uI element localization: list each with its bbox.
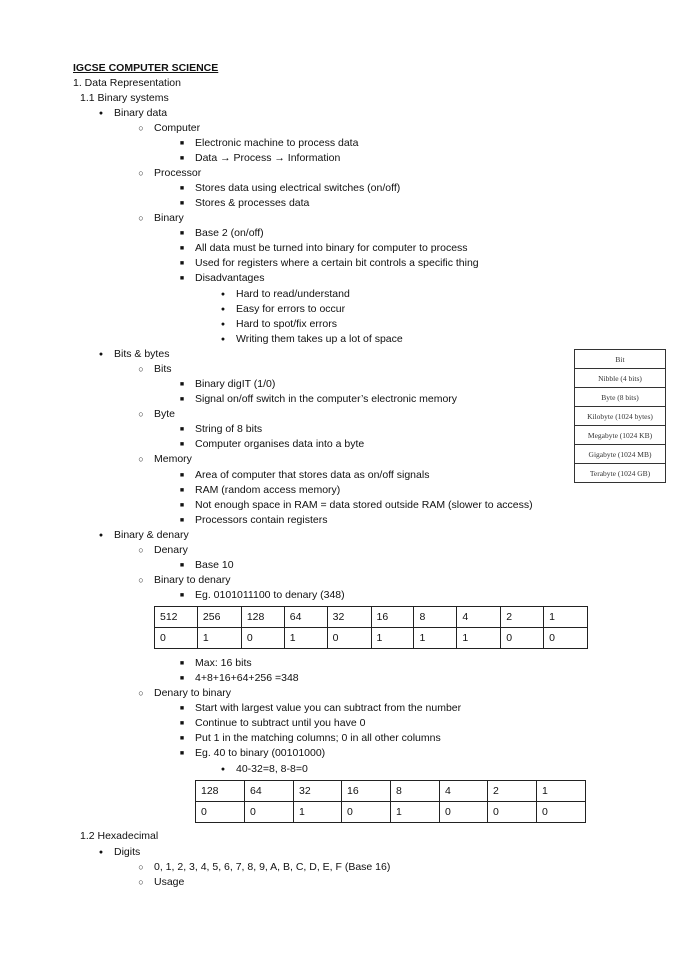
bullet-byte: ○ Byte — [154, 407, 175, 422]
units-table — [574, 349, 666, 483]
table-cell: 64 — [245, 781, 294, 802]
bullet-processor: ○ Processor — [154, 166, 201, 181]
list-item: ● Hard to read/understand — [236, 287, 350, 302]
table-cell: 0 — [327, 628, 371, 649]
list-item: ■ Electronic machine to process data — [195, 136, 358, 151]
list-item: ■ Signal on/off switch in the computer’s electronic memory — [195, 392, 457, 407]
list-item: ○ 0, 1, 2, 3, 4, 5, 6, 7, 8, 9, A, B, C, D, E, F (Base 16) — [154, 860, 390, 875]
bullet-binary-data: ● Binary data — [114, 106, 167, 121]
list-item: ● 40-32=8, 8-8=0 — [236, 762, 308, 777]
bullet-bits-bytes: ● Bits & bytes — [114, 347, 169, 362]
units-cell: Kilobyte (1024 bytes) — [575, 407, 666, 426]
list-item: ■ Base 10 — [195, 558, 234, 573]
bullet-binary: ○ Binary — [154, 211, 184, 226]
table-cell: 0 — [342, 802, 391, 823]
list-item: ■ Max: 16 bits — [195, 656, 252, 671]
units-cell: Terabyte (1024 GB) — [575, 464, 666, 483]
table-cell: 1 — [414, 628, 457, 649]
units-cell: Byte (8 bits) — [575, 388, 666, 407]
table-cell: 16 — [342, 781, 391, 802]
table-cell: 1 — [537, 781, 586, 802]
table-cell: 8 — [391, 781, 440, 802]
list-item: ■ Put 1 in the matching columns; 0 in all other columns — [195, 731, 441, 746]
table-cell: 4 — [440, 781, 488, 802]
units-cell: Gigabyte (1024 MB) — [575, 445, 666, 464]
table-cell: 32 — [327, 607, 371, 628]
units-cell: Bit — [575, 350, 666, 369]
table-cell: 1 — [544, 607, 588, 628]
table-cell: 0 — [241, 628, 284, 649]
table-cell: 8 — [414, 607, 457, 628]
list-item: ■ String of 8 bits — [195, 422, 262, 437]
bullet-bits: ○ Bits — [154, 362, 172, 377]
section-heading: 1. Data Representation — [73, 77, 181, 89]
table-cell: 1 — [371, 628, 414, 649]
list-item: ● Easy for errors to occur — [236, 302, 345, 317]
list-item: ● Hard to spot/fix errors — [236, 317, 337, 332]
list-item: ■ Base 2 (on/off) — [195, 226, 264, 241]
list-item: ■ Eg. 40 to binary (00101000) — [195, 746, 325, 761]
subsection-heading: 1.2 Hexadecimal — [80, 830, 159, 842]
list-item: ■ Start with largest value you can subtract from the number — [195, 701, 461, 716]
table-cell: 128 — [241, 607, 284, 628]
list-item: ○ Usage — [154, 875, 184, 890]
table-cell: 0 — [440, 802, 488, 823]
table-cell: 256 — [197, 607, 241, 628]
list-item: ■ Disadvantages — [195, 271, 264, 286]
bullet-binary-denary: ● Binary & denary — [114, 528, 189, 543]
table-cell: 0 — [245, 802, 294, 823]
table-cell: 0 — [155, 628, 198, 649]
list-item: ■ Binary digIT (1/0) — [195, 377, 275, 392]
table-cell: 0 — [196, 802, 245, 823]
table-cell: 1 — [457, 628, 501, 649]
table-cell: 32 — [294, 781, 342, 802]
denary-to-binary-table — [195, 780, 586, 823]
table-cell: 0 — [544, 628, 588, 649]
list-item: ■ Computer organises data into a byte — [195, 437, 364, 452]
units-cell: Megabyte (1024 KB) — [575, 426, 666, 445]
list-item: ■ Used for registers where a certain bit controls a specific thing — [195, 256, 479, 271]
table-cell: 16 — [371, 607, 414, 628]
units-cell: Nibble (4 bits) — [575, 369, 666, 388]
list-item: ■ Stores data using electrical switches (on/off) — [195, 181, 400, 196]
bullet-binary-to-denary: ○ Binary to denary — [154, 573, 230, 588]
table-cell: 2 — [488, 781, 537, 802]
list-item: ■ Eg. 0101011100 to denary (348) — [195, 588, 345, 603]
bullet-computer: ○ Computer — [154, 121, 200, 136]
bullet-memory: ○ Memory — [154, 452, 192, 467]
binary-to-denary-table — [154, 606, 588, 649]
table-cell: 1 — [294, 802, 342, 823]
table-cell: 4 — [457, 607, 501, 628]
list-item: ■ All data must be turned into binary for computer to process — [195, 241, 468, 256]
table-cell: 128 — [196, 781, 245, 802]
table-cell: 64 — [284, 607, 327, 628]
table-cell: 1 — [284, 628, 327, 649]
list-item: ■ Continue to subtract until you have 0 — [195, 716, 365, 731]
page-title: IGCSE COMPUTER SCIENCE — [73, 62, 219, 74]
list-item: ■ Processors contain registers — [195, 513, 327, 528]
table-cell: 0 — [501, 628, 544, 649]
bullet-digits: ● Digits — [114, 845, 140, 860]
subsection-heading: 1.1 Binary systems — [80, 92, 169, 104]
bullet-denary: ○ Denary — [154, 543, 188, 558]
list-item: ■ 4+8+16+64+256 =348 — [195, 671, 299, 686]
bullet-denary-to-binary: ○ Denary to binary — [154, 686, 231, 701]
list-item: ■ Area of computer that stores data as on/off signals — [195, 468, 429, 483]
list-item: ■ Data → Process → Information — [195, 151, 340, 166]
table-cell: 0 — [488, 802, 537, 823]
list-item: ■ RAM (random access memory) — [195, 483, 340, 498]
table-cell: 512 — [155, 607, 198, 628]
list-item: ■ Not enough space in RAM = data stored outside RAM (slower to access) — [195, 498, 533, 513]
table-cell: 0 — [537, 802, 586, 823]
list-item: ■ Stores & processes data — [195, 196, 309, 211]
list-item: ● Writing them takes up a lot of space — [236, 332, 403, 347]
table-cell: 2 — [501, 607, 544, 628]
table-cell: 1 — [197, 628, 241, 649]
table-cell: 1 — [391, 802, 440, 823]
